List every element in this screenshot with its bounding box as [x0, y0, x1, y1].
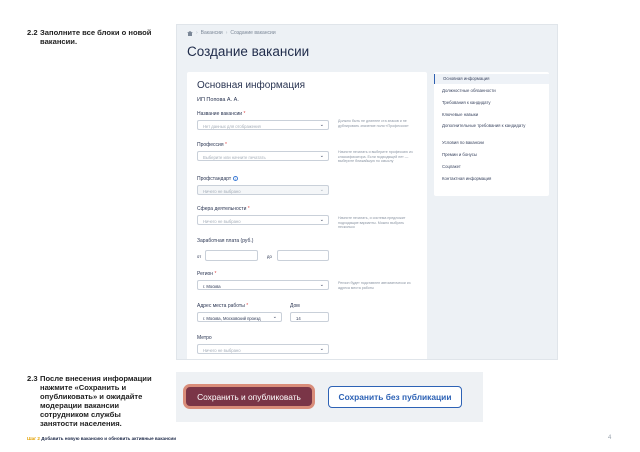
salary-from-label: от — [197, 254, 202, 259]
side-item-conditions[interactable]: Условия по вакансии — [442, 140, 484, 145]
salary-to-input[interactable] — [277, 250, 329, 261]
activity-hint: Начните печатать, и система предложит подходящие варианты. Можно выбрать несколько — [338, 216, 406, 230]
profession-label: Профессия * — [197, 142, 227, 148]
main-info-card — [187, 72, 427, 360]
side-item-requirements[interactable]: Требования к кандидату — [442, 100, 491, 105]
footer-text: Добавить новую вакансию и обновить активные вакансии — [41, 436, 177, 441]
region-hint: Регион будет подставлен автоматически из адреса места работы — [338, 281, 411, 290]
page-title: Создание вакансии — [187, 44, 310, 59]
breadcrumb-item-vacancies[interactable]: Вакансии — [200, 30, 223, 36]
section-title: Основная информация — [197, 80, 306, 91]
company-name: ИП Попова А. А. — [197, 97, 239, 103]
side-item-extra-requirements[interactable]: Дополнительные требования к кандидату — [442, 123, 526, 128]
metro-label: Метро — [197, 335, 212, 341]
address-select[interactable]: г. Москва, Московский проезд ⌄ — [197, 312, 282, 322]
chevron-down-icon: ⌄ — [319, 346, 324, 352]
side-item-social-package[interactable]: Соцпакет — [442, 164, 461, 169]
info-icon[interactable]: i — [233, 176, 238, 181]
salary-label: Заработная плата (руб.) — [197, 238, 254, 244]
step-text: Заполните все блоки о новой вакансии. — [40, 28, 152, 46]
step-2-3 — [27, 374, 152, 428]
side-item-bonuses[interactable]: Премии и бонусы — [442, 152, 477, 157]
vacancy-name-select[interactable]: Нет данных для отображения ⌄ — [197, 120, 329, 130]
chevron-down-icon: ⌄ — [319, 153, 324, 159]
side-item-key-skills[interactable]: Ключевые навыки — [442, 112, 479, 117]
prof-standard-select: Ничего не выбрано ⌄ — [197, 185, 329, 195]
region-select[interactable]: г. Москва ⌄ — [197, 280, 329, 290]
chevron-down-icon: ⌄ — [319, 282, 324, 288]
footer-step: Шаг 2 — [27, 436, 40, 441]
chevron-down-icon: ⌄ — [272, 314, 277, 320]
profession-hint: Начните печатать и выберите профессию из классификатора. Если подходящей нет — выберите ближайшую по смыслу — [338, 150, 413, 164]
prof-standard-label: Профстандарт i — [197, 176, 238, 182]
profession-select[interactable]: Выберите или начните печатать ⌄ — [197, 151, 329, 161]
step-text: После внесения информации нажмите «Сохранить и опубликовать» и ожидайте модерации вакансии сотрудником службы занятости населения. — [40, 374, 152, 428]
activity-select[interactable]: Ничего не выбрано ⌄ — [197, 215, 329, 225]
vacancy-name-hint: Должно быть не длиннее ста знаков и не дублировать значение поля «Профессия» — [338, 119, 409, 128]
page-number: 4 — [608, 435, 612, 441]
buttons-screenshot — [176, 372, 483, 422]
home-icon[interactable] — [187, 31, 193, 36]
save-without-publish-button[interactable]: Сохранить без публикации — [328, 386, 462, 408]
chevron-down-icon: ⌄ — [319, 122, 324, 128]
region-label: Регион * — [197, 271, 217, 277]
side-item-duties[interactable]: Должностные обязанности — [442, 88, 496, 93]
save-and-publish-button[interactable]: Сохранить и опубликовать — [183, 384, 315, 409]
footer — [27, 436, 176, 441]
section-navigation — [434, 72, 549, 196]
vacancy-name-label: Название вакансии * — [197, 111, 246, 117]
house-label: Дом — [290, 303, 300, 309]
chevron-down-icon: ⌄ — [319, 187, 324, 193]
form-screenshot — [176, 24, 558, 360]
breadcrumb-item-current: Создание вакансии — [230, 30, 276, 36]
activity-label: Сфера деятельности * — [197, 206, 250, 212]
side-item-contacts[interactable]: Контактная информация — [442, 176, 492, 181]
step-2-2 — [27, 28, 151, 46]
salary-from-input[interactable] — [205, 250, 258, 261]
chevron-down-icon: ⌄ — [319, 217, 324, 223]
breadcrumb: › Вакансии › Создание вакансии — [187, 30, 276, 36]
step-number: 2.3 — [27, 374, 38, 383]
salary-to-label: до — [267, 254, 272, 259]
side-item-main-info[interactable]: Основная информация — [434, 74, 549, 84]
address-label: Адрес места работы * — [197, 303, 249, 309]
house-input[interactable]: 14 — [290, 312, 329, 322]
metro-select[interactable]: Ничего не выбрано ⌄ — [197, 344, 329, 354]
step-number: 2.2 — [27, 28, 38, 37]
